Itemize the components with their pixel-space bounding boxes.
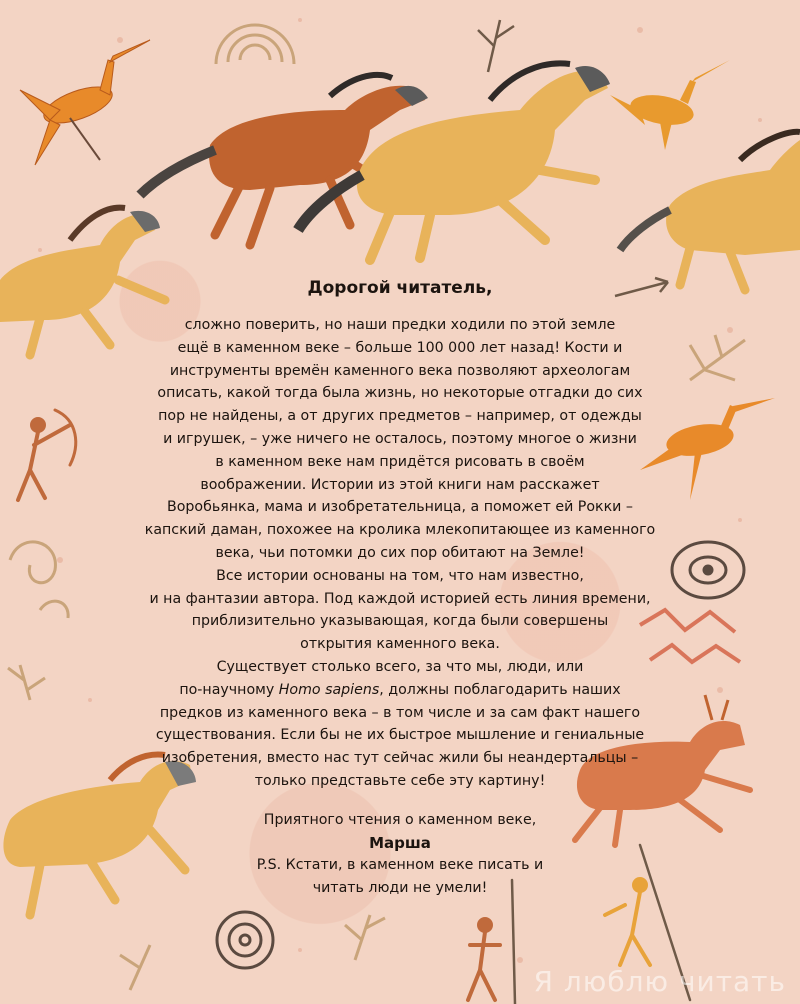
sapiens-term: Homo sapiens	[278, 681, 380, 698]
letter-greeting: Дорогой читатель,	[307, 278, 493, 298]
watermark: Я люблю читать	[533, 965, 786, 998]
letter-line: Все истории основаны на том, что нам известно,	[216, 567, 584, 584]
letter-line: предков из каменного века – в том числе и за сам факт нашего	[159, 704, 641, 721]
ps-line: P.S. Кстати, в каменном веке писать и	[256, 857, 544, 874]
branch-symbol-top-icon	[478, 20, 514, 72]
letter-line: воображении. Истории из этой книги нам расскажет	[200, 476, 600, 493]
letter-postscript	[110, 854, 690, 900]
letter-line: только представьте себе эту картину!	[254, 772, 546, 789]
letter-line: Воробьянка, мама и изобретательница, а поможет ей Рокки –	[167, 499, 633, 516]
letter-line-sapiens	[110, 679, 690, 702]
letter-line: пор не найдены, а от других предметов – например, от одежды	[158, 408, 642, 425]
letter-line: капский даман, похожее на кролика млекопитающее из каменного	[144, 522, 656, 539]
letter-line: и игрушек, – уже ничего не осталось, поэтому многое о жизни	[163, 430, 637, 447]
letter-line: сложно поверить, но наши предки ходили по этой земле	[184, 317, 616, 333]
letter-closing: Приятного чтения о каменном веке,	[263, 811, 537, 828]
letter-line: ещё в каменном веке – больше 100 000 лет назад! Кости и	[177, 339, 623, 356]
yellow-horse-right-icon	[620, 132, 800, 290]
letter-line: инструменты времён каменного века позволяют археологам	[169, 362, 631, 379]
branch-symbol-right-icon	[690, 335, 745, 380]
letter-line: и на фантазии автора. Под каждой историей есть линия времени,	[149, 590, 651, 607]
branch-symbol-left-icon	[8, 665, 45, 700]
sapiens-after: , должны поблагодарить наших	[379, 681, 621, 698]
spiral-symbol-top-icon	[216, 25, 294, 64]
letter-line: Существует столько всего, за что мы, люди, или	[216, 658, 584, 675]
letter-line: приблизительно указывающая, когда были совершены	[191, 613, 609, 630]
target-symbol-bottom-icon	[217, 912, 273, 968]
letter-line: века, чьи потомки до сих пор обитают на Земле!	[215, 544, 585, 561]
letter-line: существования. Если бы не их быстрое мышление и гениальные	[155, 727, 645, 744]
letter-line: изобретения, вместо нас тут сейчас жили бы неандертальцы –	[161, 750, 639, 767]
letter-body	[110, 314, 690, 793]
bird-top-left-icon	[20, 40, 150, 165]
archer-figure-left-icon	[18, 410, 76, 500]
sapiens-before: по-научному	[179, 681, 279, 698]
ps-line: читать люди не умели!	[312, 880, 488, 897]
letter-text	[110, 276, 690, 900]
letter-line: открытия каменного века.	[300, 636, 500, 653]
letter-line: в каменном веке нам придётся рисовать в своём	[215, 453, 585, 470]
bird-top-right-icon	[610, 60, 730, 150]
letter-line: описать, какой тогда была жизнь, но некоторые отгадки до сих	[157, 385, 643, 402]
letter-signature: Марша	[369, 833, 431, 852]
curl-symbol-left-icon	[10, 542, 68, 618]
